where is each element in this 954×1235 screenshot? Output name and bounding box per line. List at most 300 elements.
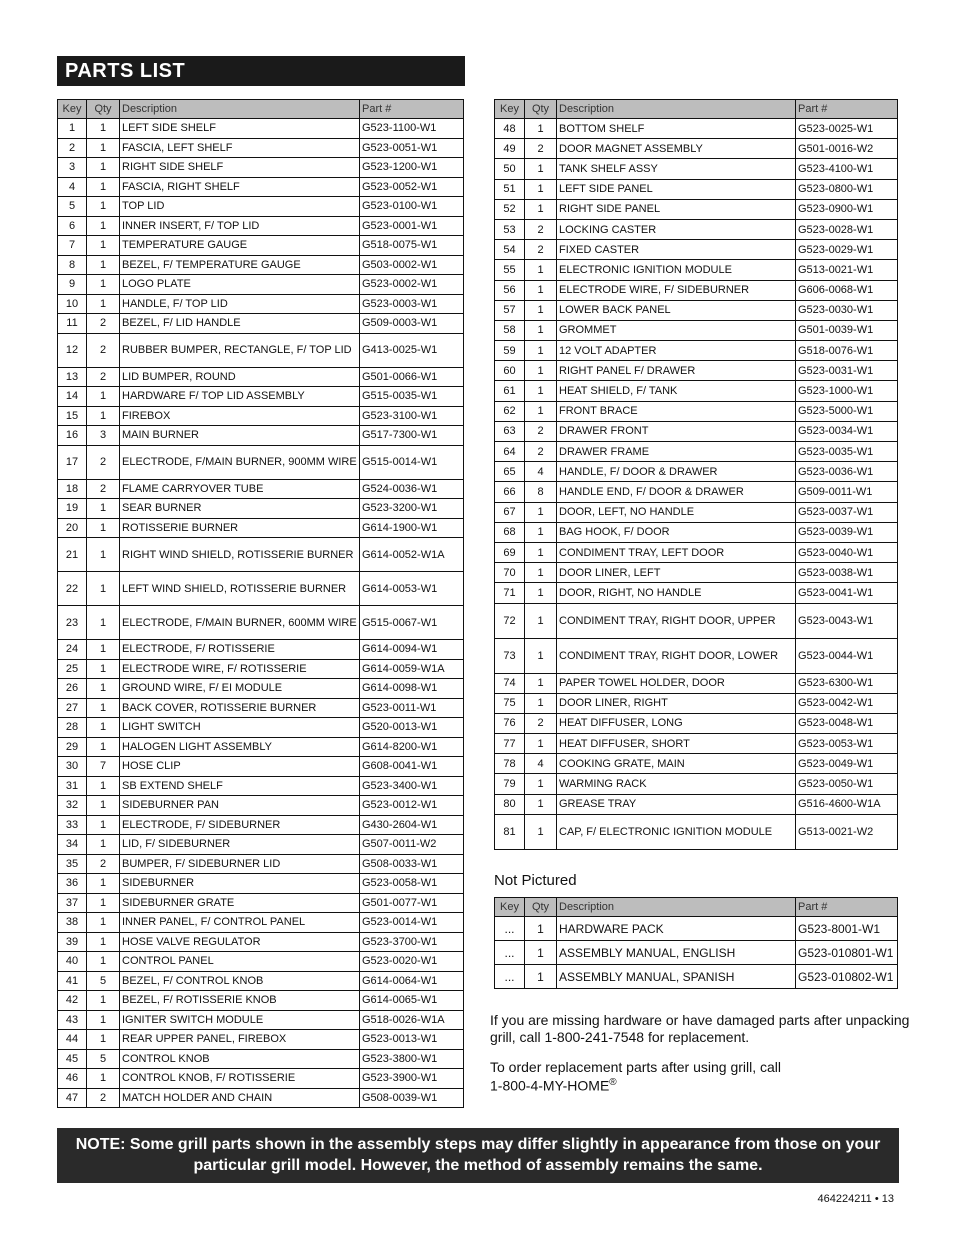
col-qty: Qty <box>525 898 557 917</box>
part-description: LEFT WIND SHIELD, ROTISSERIE BURNER <box>120 572 360 606</box>
part-key: 16 <box>58 426 87 446</box>
part-key: 25 <box>58 659 87 679</box>
not-pictured-table <box>494 897 898 989</box>
part-number: G523-0039-W1 <box>796 522 898 542</box>
col-description: Description <box>120 100 360 119</box>
part-key: 80 <box>495 794 525 814</box>
part-key: 11 <box>58 314 87 334</box>
part-number: G614-0064-W1 <box>360 971 464 991</box>
part-description: REAR UPPER PANEL, FIREBOX <box>120 1030 360 1050</box>
not-pictured-title: Not Pictured <box>494 872 577 889</box>
table-row <box>58 406 464 426</box>
part-key: 60 <box>495 361 525 381</box>
table-row <box>495 563 898 583</box>
part-key: 33 <box>58 815 87 835</box>
part-number: G523-0025-W1 <box>796 119 898 139</box>
part-description: DOOR LINER, LEFT <box>557 563 796 583</box>
part-key: 41 <box>58 971 87 991</box>
part-qty: 2 <box>87 333 120 367</box>
part-number: G606-0068-W1 <box>796 280 898 300</box>
table-row <box>495 542 898 562</box>
part-description: ROTISSERIE BURNER <box>120 518 360 538</box>
part-key: 65 <box>495 462 525 482</box>
part-qty: 1 <box>87 874 120 894</box>
part-number: G503-0002-W1 <box>360 255 464 275</box>
part-description: HANDLE END, F/ DOOR & DRAWER <box>557 482 796 502</box>
table-row <box>58 679 464 699</box>
part-qty: 1 <box>525 583 557 603</box>
table-row <box>58 177 464 197</box>
part-qty: 1 <box>87 679 120 699</box>
table-row <box>495 159 898 179</box>
part-number: G524-0036-W1 <box>360 479 464 499</box>
table-row <box>58 367 464 387</box>
part-description: PAPER TOWEL HOLDER, DOOR <box>557 673 796 693</box>
part-number: G509-0003-W1 <box>360 314 464 334</box>
part-qty: 1 <box>525 381 557 401</box>
table-row <box>58 1088 464 1108</box>
part-key: 43 <box>58 1010 87 1030</box>
part-key: 13 <box>58 367 87 387</box>
table-row <box>495 482 898 502</box>
table-row <box>58 718 464 738</box>
col-description: Description <box>557 100 796 119</box>
part-key: 26 <box>58 679 87 699</box>
part-qty: 1 <box>525 260 557 280</box>
part-description: RIGHT WIND SHIELD, ROTISSERIE BURNER <box>120 538 360 572</box>
part-description: FRONT BRACE <box>557 401 796 421</box>
part-description: DRAWER FRAME <box>557 442 796 462</box>
table-row <box>58 1049 464 1069</box>
part-number: G614-1900-W1 <box>360 518 464 538</box>
part-description: RIGHT SIDE PANEL <box>557 199 796 219</box>
part-key: 7 <box>58 236 87 256</box>
table-row <box>58 874 464 894</box>
part-description: 12 VOLT ADAPTER <box>557 341 796 361</box>
part-description: ASSEMBLY MANUAL, SPANISH <box>557 965 796 989</box>
part-key: 46 <box>58 1069 87 1089</box>
part-key: 17 <box>58 445 87 479</box>
part-key: 3 <box>58 158 87 178</box>
table-row <box>495 941 898 965</box>
part-description: HEAT SHIELD, F/ TANK <box>557 381 796 401</box>
table-row <box>58 387 464 407</box>
part-number: G523-3100-W1 <box>360 406 464 426</box>
part-key: 10 <box>58 294 87 314</box>
part-number: G523-3700-W1 <box>360 932 464 952</box>
part-number: G523-3200-W1 <box>360 499 464 519</box>
part-qty: 1 <box>525 341 557 361</box>
part-description: HOSE VALVE REGULATOR <box>120 932 360 952</box>
col-qty: Qty <box>525 100 557 119</box>
part-qty: 1 <box>87 913 120 933</box>
part-key: 15 <box>58 406 87 426</box>
part-qty: 1 <box>525 693 557 713</box>
part-key: 68 <box>495 522 525 542</box>
part-description: LOWER BACK PANEL <box>557 300 796 320</box>
part-number: G614-0065-W1 <box>360 991 464 1011</box>
part-number: G614-8200-W1 <box>360 737 464 757</box>
part-qty: 1 <box>525 401 557 421</box>
table-row <box>495 219 898 239</box>
table-row <box>58 572 464 606</box>
part-number: G523-0050-W1 <box>796 774 898 794</box>
part-number: G523-0034-W1 <box>796 421 898 441</box>
part-qty: 2 <box>525 442 557 462</box>
part-key: 8 <box>58 255 87 275</box>
part-description: FASCIA, LEFT SHELF <box>120 138 360 158</box>
part-description: SIDEBURNER <box>120 874 360 894</box>
table-row <box>58 479 464 499</box>
part-qty: 1 <box>87 776 120 796</box>
table-row <box>58 913 464 933</box>
part-qty: 1 <box>525 542 557 562</box>
part-description: CONTROL PANEL <box>120 952 360 972</box>
table-row <box>495 421 898 441</box>
part-qty: 2 <box>525 139 557 159</box>
part-qty: 1 <box>87 640 120 660</box>
part-key: 53 <box>495 219 525 239</box>
part-description: INNER INSERT, F/ TOP LID <box>120 216 360 236</box>
table-row <box>58 659 464 679</box>
part-key: 28 <box>58 718 87 738</box>
part-qty: 1 <box>87 499 120 519</box>
part-qty: 5 <box>87 971 120 991</box>
part-key: 67 <box>495 502 525 522</box>
part-key: 36 <box>58 874 87 894</box>
part-qty: 1 <box>87 698 120 718</box>
part-qty: 1 <box>87 1069 120 1089</box>
table-row <box>495 341 898 361</box>
table-row <box>495 442 898 462</box>
part-qty: 1 <box>87 177 120 197</box>
table-row <box>58 1030 464 1050</box>
table-row <box>58 1069 464 1089</box>
part-number: G523-0002-W1 <box>360 275 464 295</box>
part-key: 18 <box>58 479 87 499</box>
table-row <box>495 260 898 280</box>
part-number: G516-4600-W1A <box>796 794 898 814</box>
part-number: G523-0048-W1 <box>796 713 898 733</box>
page-number: 464224211 • 13 <box>817 1193 894 1205</box>
part-key: 81 <box>495 814 525 849</box>
part-key: 6 <box>58 216 87 236</box>
table-row <box>58 640 464 660</box>
part-key: 48 <box>495 119 525 139</box>
part-description: ELECTRODE WIRE, F/ ROTISSERIE <box>120 659 360 679</box>
table-row <box>495 713 898 733</box>
table-row <box>495 754 898 774</box>
part-number: G608-0041-W1 <box>360 757 464 777</box>
parts-table-right <box>494 99 898 850</box>
table-row <box>58 796 464 816</box>
part-qty: 2 <box>87 854 120 874</box>
part-number: G523-0014-W1 <box>360 913 464 933</box>
table-header <box>495 100 898 119</box>
part-key: 49 <box>495 139 525 159</box>
part-description: ELECTRODE, F/ SIDEBURNER <box>120 815 360 835</box>
part-qty: 1 <box>87 406 120 426</box>
col-key: Key <box>58 100 87 119</box>
part-number: G614-0059-W1A <box>360 659 464 679</box>
part-number: G515-0035-W1 <box>360 387 464 407</box>
part-qty: 1 <box>525 522 557 542</box>
part-key: 19 <box>58 499 87 519</box>
part-description: RIGHT PANEL F/ DRAWER <box>557 361 796 381</box>
part-key: 37 <box>58 893 87 913</box>
part-description: CAP, F/ ELECTRONIC IGNITION MODULE <box>557 814 796 849</box>
page-title: PARTS LIST <box>65 60 186 82</box>
part-number: G523-0030-W1 <box>796 300 898 320</box>
part-key: 57 <box>495 300 525 320</box>
part-number: G523-0028-W1 <box>796 219 898 239</box>
part-description: LEFT SIDE PANEL <box>557 179 796 199</box>
table-row <box>495 583 898 603</box>
part-key: 40 <box>58 952 87 972</box>
part-description: FIREBOX <box>120 406 360 426</box>
part-number: G523-0020-W1 <box>360 952 464 972</box>
part-description: COOKING GRATE, MAIN <box>557 754 796 774</box>
part-qty: 1 <box>525 673 557 693</box>
part-description: BAG HOOK, F/ DOOR <box>557 522 796 542</box>
part-key: 51 <box>495 179 525 199</box>
part-qty: 2 <box>525 219 557 239</box>
table-row <box>58 426 464 446</box>
part-description: BEZEL, F/ ROTISSERIE KNOB <box>120 991 360 1011</box>
table-body <box>495 119 898 850</box>
part-number: G614-0053-W1 <box>360 572 464 606</box>
part-number: G501-0066-W1 <box>360 367 464 387</box>
part-description: SIDEBURNER PAN <box>120 796 360 816</box>
part-key: 71 <box>495 583 525 603</box>
parts-table-left <box>57 99 464 1108</box>
part-key: 69 <box>495 542 525 562</box>
part-description: DOOR, LEFT, NO HANDLE <box>557 502 796 522</box>
part-description: SEAR BURNER <box>120 499 360 519</box>
part-number: G523-1100-W1 <box>360 119 464 139</box>
parts-list-banner <box>57 56 465 86</box>
part-number: G518-0026-W1A <box>360 1010 464 1030</box>
assembly-note-bar <box>57 1128 899 1183</box>
part-key: ... <box>495 917 525 941</box>
part-key: 1 <box>58 119 87 139</box>
table-row <box>58 757 464 777</box>
order-phone-number: 1-800-4-MY-HOME <box>490 1077 610 1094</box>
part-qty: 1 <box>87 138 120 158</box>
table-row <box>58 499 464 519</box>
part-qty: 5 <box>87 1049 120 1069</box>
part-qty: 2 <box>87 445 120 479</box>
part-number: G518-0076-W1 <box>796 341 898 361</box>
table-row <box>495 320 898 340</box>
part-key: 78 <box>495 754 525 774</box>
part-key: 56 <box>495 280 525 300</box>
part-qty: 1 <box>87 737 120 757</box>
part-number: G523-0011-W1 <box>360 698 464 718</box>
table-row <box>58 197 464 217</box>
table-row <box>58 1010 464 1030</box>
part-number: G523-3800-W1 <box>360 1049 464 1069</box>
part-key: 59 <box>495 341 525 361</box>
table-row <box>58 119 464 139</box>
part-qty: 1 <box>87 1030 120 1050</box>
part-description: BEZEL, F/ LID HANDLE <box>120 314 360 334</box>
table-row <box>495 502 898 522</box>
part-number: G523-0035-W1 <box>796 442 898 462</box>
table-row <box>58 314 464 334</box>
part-key: 20 <box>58 518 87 538</box>
table-row <box>58 294 464 314</box>
part-description: HARDWARE F/ TOP LID ASSEMBLY <box>120 387 360 407</box>
table-body <box>495 917 898 989</box>
part-description: SB EXTEND SHELF <box>120 776 360 796</box>
part-number: G413-0025-W1 <box>360 333 464 367</box>
part-number: G523-1200-W1 <box>360 158 464 178</box>
part-qty: 1 <box>87 932 120 952</box>
part-number: G523-0003-W1 <box>360 294 464 314</box>
part-description: CONTROL KNOB, F/ ROTISSERIE <box>120 1069 360 1089</box>
part-description: GROUND WIRE, F/ EI MODULE <box>120 679 360 699</box>
part-description: BOTTOM SHELF <box>557 119 796 139</box>
part-description: FLAME CARRYOVER TUBE <box>120 479 360 499</box>
part-qty: 1 <box>525 300 557 320</box>
part-number: G614-0052-W1A <box>360 538 464 572</box>
col-part: Part # <box>796 898 898 917</box>
part-key: 62 <box>495 401 525 421</box>
part-key: 31 <box>58 776 87 796</box>
table-row <box>58 138 464 158</box>
part-key: 50 <box>495 159 525 179</box>
part-qty: 1 <box>87 158 120 178</box>
part-qty: 1 <box>87 538 120 572</box>
part-description: TEMPERATURE GAUGE <box>120 236 360 256</box>
part-key: 4 <box>58 177 87 197</box>
part-qty: 1 <box>87 275 120 295</box>
part-qty: 2 <box>87 1088 120 1108</box>
part-number: G501-0077-W1 <box>360 893 464 913</box>
part-description: HALOGEN LIGHT ASSEMBLY <box>120 737 360 757</box>
table-row <box>58 698 464 718</box>
part-description: LOGO PLATE <box>120 275 360 295</box>
table-row <box>495 673 898 693</box>
part-description: RIGHT SIDE SHELF <box>120 158 360 178</box>
part-description: TOP LID <box>120 197 360 217</box>
part-description: HARDWARE PACK <box>557 917 796 941</box>
part-qty: 7 <box>87 757 120 777</box>
table-row <box>495 814 898 849</box>
part-key: 5 <box>58 197 87 217</box>
part-description: FASCIA, RIGHT SHELF <box>120 177 360 197</box>
part-qty: 4 <box>525 462 557 482</box>
part-qty: 2 <box>525 421 557 441</box>
part-qty: 1 <box>525 774 557 794</box>
table-row <box>495 381 898 401</box>
part-qty: 1 <box>87 796 120 816</box>
order-parts-note: To order replacement parts after using grill, call <box>490 1059 782 1075</box>
part-qty: 1 <box>87 991 120 1011</box>
part-number: G523-0058-W1 <box>360 874 464 894</box>
table-row <box>495 734 898 754</box>
table-row <box>58 952 464 972</box>
part-qty: 2 <box>525 713 557 733</box>
table-row <box>58 445 464 479</box>
part-number: G523-8001-W1 <box>796 917 898 941</box>
part-number: G523-0001-W1 <box>360 216 464 236</box>
part-qty: 1 <box>87 718 120 738</box>
table-row <box>58 275 464 295</box>
part-key: 39 <box>58 932 87 952</box>
table-row <box>58 538 464 572</box>
part-key: 23 <box>58 606 87 640</box>
table-row <box>58 835 464 855</box>
table-row <box>495 179 898 199</box>
part-number: G523-1000-W1 <box>796 381 898 401</box>
part-qty: 1 <box>525 199 557 219</box>
part-description: BACK COVER, ROTISSERIE BURNER <box>120 698 360 718</box>
part-qty: 1 <box>87 294 120 314</box>
table-row <box>58 815 464 835</box>
col-description: Description <box>557 898 796 917</box>
table-row <box>495 603 898 638</box>
table-row <box>58 932 464 952</box>
table-row <box>495 965 898 989</box>
part-description: HEAT DIFFUSER, SHORT <box>557 734 796 754</box>
part-description: ELECTRODE, F/MAIN BURNER, 900MM WIRE <box>120 445 360 479</box>
part-description: TANK SHELF ASSY <box>557 159 796 179</box>
part-qty: 4 <box>525 754 557 774</box>
part-number: G523-0043-W1 <box>796 603 898 638</box>
part-key: 27 <box>58 698 87 718</box>
part-qty: 1 <box>525 563 557 583</box>
part-description: SIDEBURNER GRATE <box>120 893 360 913</box>
part-description: CONDIMENT TRAY, LEFT DOOR <box>557 542 796 562</box>
part-description: MATCH HOLDER AND CHAIN <box>120 1088 360 1108</box>
part-description: FIXED CASTER <box>557 240 796 260</box>
part-number: G523-010802-W1 <box>796 965 898 989</box>
part-number: G523-0012-W1 <box>360 796 464 816</box>
table-row <box>58 606 464 640</box>
part-description: HEAT DIFFUSER, LONG <box>557 713 796 733</box>
part-key: 76 <box>495 713 525 733</box>
part-qty: 1 <box>525 159 557 179</box>
part-key: 32 <box>58 796 87 816</box>
part-description: RUBBER BUMPER, RECTANGLE, F/ TOP LID <box>120 333 360 367</box>
part-qty: 1 <box>525 941 557 965</box>
part-qty: 1 <box>525 638 557 673</box>
part-key: 24 <box>58 640 87 660</box>
part-number: G523-0029-W1 <box>796 240 898 260</box>
part-number: G513-0021-W1 <box>796 260 898 280</box>
part-number: G518-0075-W1 <box>360 236 464 256</box>
table-row <box>58 158 464 178</box>
assembly-note-text: NOTE: Some grill parts shown in the assembly steps may differ slightly in appearance from those on your particular grill model. However, the method of assembly remains the same. <box>75 1136 881 1174</box>
part-qty: 1 <box>525 280 557 300</box>
part-key: 58 <box>495 320 525 340</box>
part-key: 63 <box>495 421 525 441</box>
part-number: G523-3400-W1 <box>360 776 464 796</box>
part-key: 2 <box>58 138 87 158</box>
table-row <box>495 280 898 300</box>
part-number: G523-0100-W1 <box>360 197 464 217</box>
part-number: G523-5000-W1 <box>796 401 898 421</box>
part-description: DOOR LINER, RIGHT <box>557 693 796 713</box>
part-description: BEZEL, F/ CONTROL KNOB <box>120 971 360 991</box>
part-key: 52 <box>495 199 525 219</box>
part-number: G523-0037-W1 <box>796 502 898 522</box>
part-description: GROMMET <box>557 320 796 340</box>
part-number: G507-0011-W2 <box>360 835 464 855</box>
part-qty: 1 <box>525 814 557 849</box>
